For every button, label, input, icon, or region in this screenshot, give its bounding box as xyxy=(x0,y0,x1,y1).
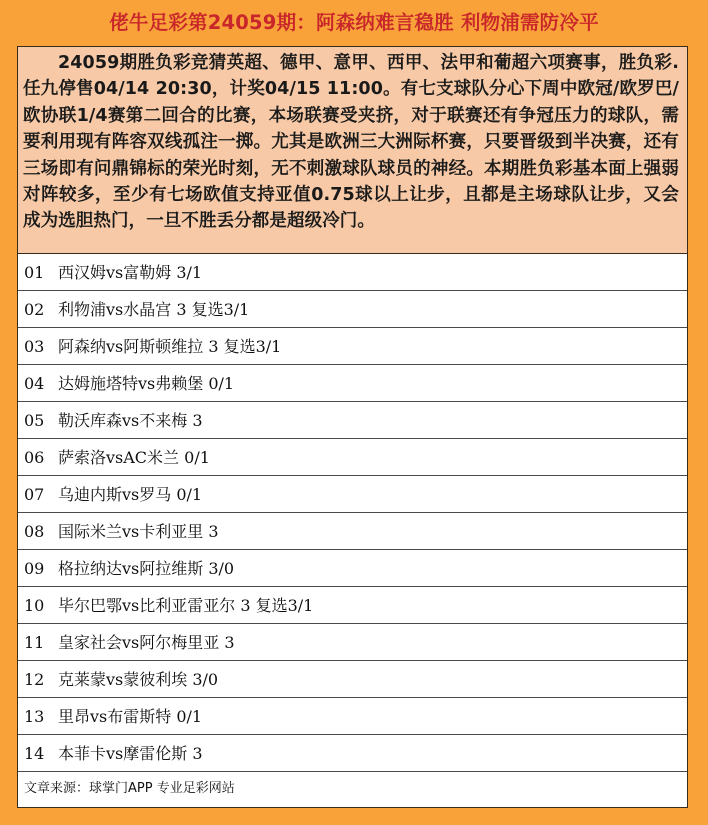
match-row-10 xyxy=(18,587,687,624)
match-number: 02 xyxy=(24,300,45,319)
match-text: 本菲卡vs摩雷伦斯 3 xyxy=(58,744,203,763)
content-card xyxy=(17,46,688,808)
match-number: 08 xyxy=(24,522,45,541)
match-text: 毕尔巴鄂vs比利亚雷亚尔 3 复选3/1 xyxy=(58,596,314,615)
match-row-04 xyxy=(18,365,687,402)
match-text: 乌迪内斯vs罗马 0/1 xyxy=(58,485,203,504)
intro-paragraph: 24059期胜负彩竞猜英超、德甲、意甲、西甲、法甲和葡超六项赛事，胜负彩.任九停售04/14 20:30，计奖04/15 11:00。有七支球队分心下周中欧冠/欧罗巴/欧协联1/4赛第二回合的比赛，本场联赛受夹挤，对于联赛还有争冠压力的球队，需要利用现有阵容双线孤注一掷。尤其是欧洲三大洲际杯赛，只要晋级到半决赛，还有三场即有问鼎锦标的荣光时刻，无不刺激球队球员的神经。本期胜负彩基本面上强弱对阵较多，至少有七场欧值支持亚值0.75球以上让步，且都是主场球队让步，又会成为选胆热门，一旦不胜丢分都是超级冷门。 xyxy=(18,47,687,254)
match-text: 里昂vs布雷斯特 0/1 xyxy=(58,707,203,726)
match-text: 达姆施塔特vs弗赖堡 0/1 xyxy=(58,374,235,393)
match-row-01 xyxy=(18,254,687,291)
match-number: 10 xyxy=(24,596,45,615)
match-text: 克莱蒙vs蒙彼利埃 3/0 xyxy=(58,670,219,689)
match-number: 01 xyxy=(24,263,45,282)
match-text: 勒沃库森vs不来梅 3 xyxy=(58,411,203,430)
match-text: 阿森纳vs阿斯顿维拉 3 复选3/1 xyxy=(58,337,282,356)
match-number: 07 xyxy=(24,485,45,504)
match-number: 14 xyxy=(24,744,45,763)
match-number: 11 xyxy=(24,633,45,652)
match-row-11 xyxy=(18,624,687,661)
match-text: 国际米兰vs卡利亚里 3 xyxy=(58,522,219,541)
match-row-12 xyxy=(18,661,687,698)
match-text: 利物浦vs水晶宫 3 复选3/1 xyxy=(58,300,250,319)
match-number: 13 xyxy=(24,707,45,726)
match-number: 05 xyxy=(24,411,45,430)
match-row-09 xyxy=(18,550,687,587)
match-row-06 xyxy=(18,439,687,476)
match-row-02 xyxy=(18,291,687,328)
match-number: 12 xyxy=(24,670,45,689)
page-title: 佬牛足彩第24059期：阿森纳难言稳胜 利物浦需防冷平 xyxy=(109,11,599,34)
match-number: 04 xyxy=(24,374,45,393)
match-number: 09 xyxy=(24,559,45,578)
match-text: 西汉姆vs富勒姆 3/1 xyxy=(58,263,203,282)
match-row-03 xyxy=(18,328,687,365)
match-row-14 xyxy=(18,735,687,772)
match-text: 格拉纳达vs阿拉维斯 3/0 xyxy=(58,559,235,578)
match-text: 皇家社会vs阿尔梅里亚 3 xyxy=(58,633,235,652)
match-text: 萨索洛vsAC米兰 0/1 xyxy=(58,448,210,467)
match-number: 06 xyxy=(24,448,45,467)
source-credit: 文章来源：球掌门APP 专业足彩网站 xyxy=(24,781,235,796)
match-row-05 xyxy=(18,402,687,439)
match-list xyxy=(18,254,687,772)
match-row-07 xyxy=(18,476,687,513)
match-number: 03 xyxy=(24,337,45,356)
match-row-13 xyxy=(18,698,687,735)
match-row-08 xyxy=(18,513,687,550)
